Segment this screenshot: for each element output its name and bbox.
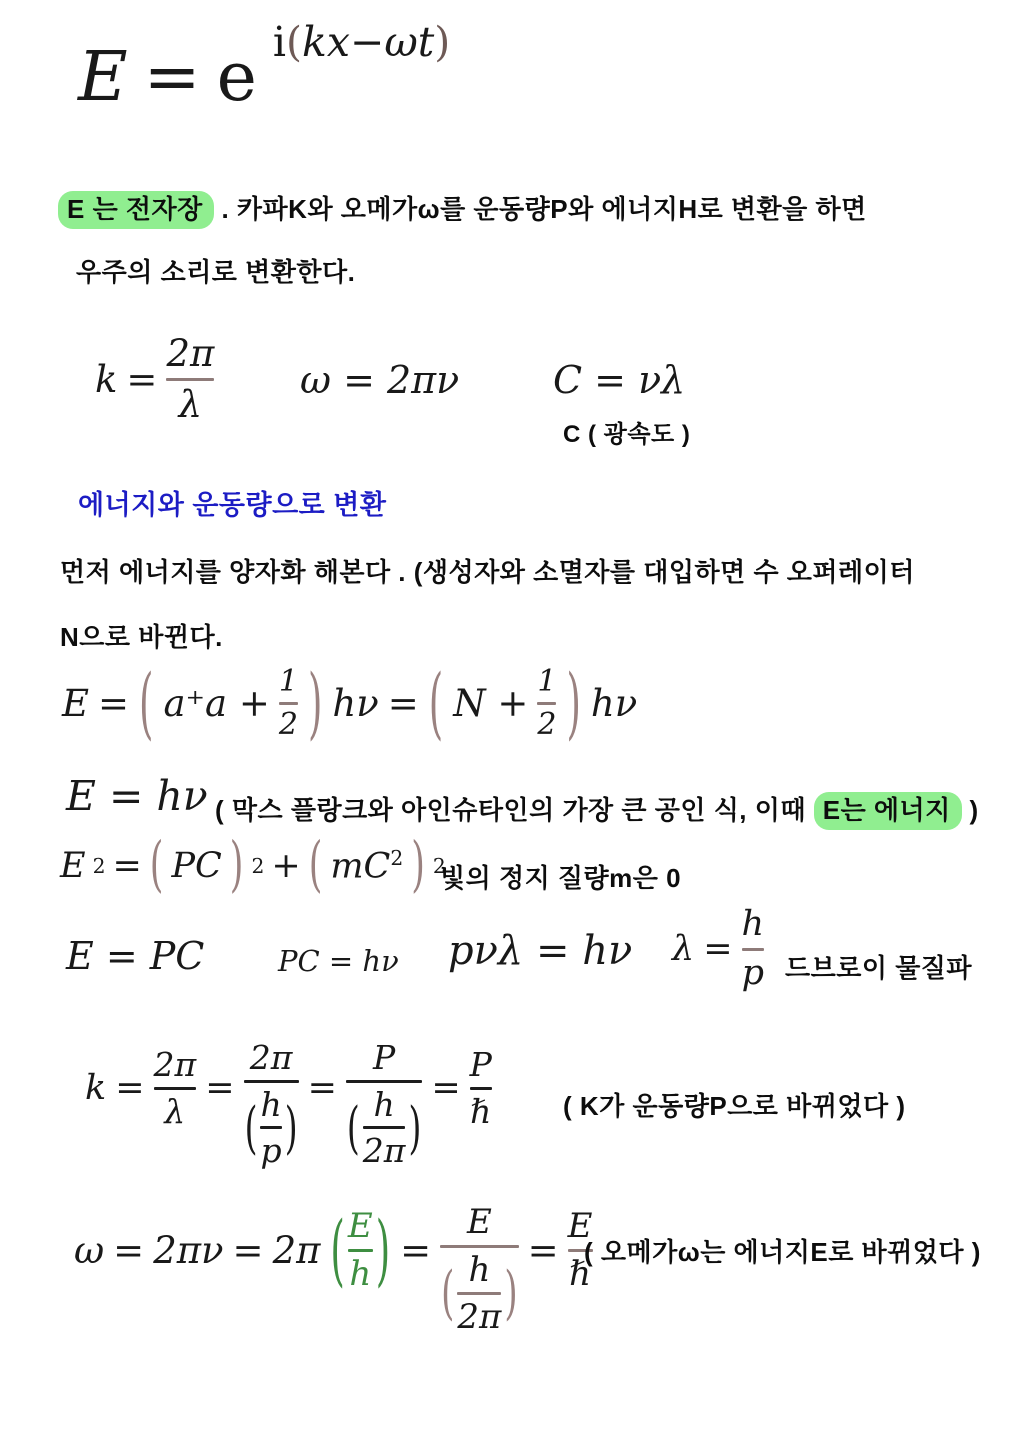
fraction-bar	[537, 702, 556, 705]
close-paren-icon: )	[229, 832, 244, 901]
equals-sign: =	[400, 1228, 432, 1272]
de-broglie-wavelength-equation	[672, 906, 764, 993]
lambda-symbol: λ	[672, 929, 695, 970]
exponential-base: e	[216, 38, 257, 117]
energy-symbol: E	[60, 846, 86, 887]
equals-sign: =	[112, 846, 142, 887]
energy-symbol: E	[62, 682, 90, 726]
fraction-2pi-lambda	[166, 334, 214, 425]
close-paren-icon: )	[408, 1094, 422, 1161]
denominator: λ	[164, 1091, 186, 1131]
ladder-operators: a⁺a +	[163, 682, 270, 726]
fraction-2pi-over-h-p	[244, 1040, 299, 1169]
angular-frequency-equation: ω = 2πν	[300, 358, 460, 402]
de-broglie-caption: 드브로이 물질파	[785, 953, 973, 983]
close-paren-icon: )	[434, 18, 451, 66]
numerator: h	[260, 1084, 282, 1124]
fraction-h-p	[260, 1084, 282, 1171]
fraction-h-2pi	[362, 1084, 406, 1171]
plus-sign: +	[271, 846, 301, 887]
fraction-bar	[348, 1249, 373, 1252]
fraction-p-over-h-2pi	[346, 1040, 422, 1169]
planck-einstein-formula: E = hν	[66, 772, 208, 820]
squared-exponent: 2	[251, 854, 265, 879]
highlight-e-energy: E는 에너지	[814, 792, 962, 830]
caption-text: ( 막스 플랑크와 아인슈타인의 가장 큰 공인 식, 이때	[215, 795, 806, 825]
denominator-group	[440, 1249, 519, 1338]
numerator: 2π	[249, 1038, 293, 1077]
fraction-bar	[363, 1126, 406, 1129]
equals-sign: =	[113, 1228, 145, 1272]
wavenumber-momentum-chain	[85, 1024, 492, 1171]
open-paren-icon: (	[346, 1094, 360, 1161]
open-paren-icon: (	[244, 1094, 258, 1161]
fraction-one-half	[537, 666, 556, 742]
fraction-h-p	[742, 906, 765, 993]
numerator: 2π	[153, 1045, 197, 1085]
light-speed-equation: C = νλ	[553, 358, 686, 402]
open-paren-icon: (	[139, 658, 154, 750]
caption-close: )	[969, 795, 979, 825]
fraction-bar	[260, 1126, 281, 1129]
open-paren-icon: (	[330, 1204, 345, 1296]
fraction-e-over-h-2pi	[440, 1204, 519, 1336]
quantize-line-2: N으로 바뀐다.	[60, 622, 223, 652]
pc-equals-hv: PC = hν	[278, 944, 399, 978]
close-paren-icon: )	[504, 1259, 518, 1328]
denominator-group	[346, 1084, 422, 1171]
close-paren-icon: )	[411, 832, 425, 901]
denominator: ℏ	[470, 1091, 492, 1131]
fraction-bar	[279, 702, 298, 705]
2pi-term: 2π	[272, 1228, 321, 1272]
numerator: E	[567, 1205, 593, 1246]
numerator: E	[466, 1202, 492, 1242]
denominator: 2	[278, 707, 298, 743]
mc2-term	[330, 846, 403, 887]
mc-part: mC	[330, 846, 391, 887]
fraction-bar	[166, 378, 214, 381]
denominator: ℏ	[569, 1253, 592, 1294]
intro-line-1	[58, 189, 867, 226]
fraction-bar	[742, 948, 765, 951]
fraction-bar	[440, 1245, 519, 1248]
pc-term: PC	[171, 846, 222, 887]
open-paren-icon: (	[286, 18, 302, 66]
fraction-bar	[346, 1080, 422, 1083]
fraction-h-2pi	[457, 1249, 502, 1338]
omega-energy-chain	[74, 1184, 593, 1338]
hv-term: hν	[332, 682, 379, 726]
pvlambda-equals-hv: pνλ = hν	[448, 928, 633, 974]
fraction-p-hbar	[470, 1047, 492, 1129]
k-momentum-caption: ( K가 운동량P으로 바뀌었다 )	[563, 1091, 906, 1121]
fraction-bar	[154, 1087, 197, 1090]
plane-wave-equation	[78, 18, 451, 117]
equals-sign: =	[232, 1228, 264, 1272]
denominator: 2	[537, 707, 557, 743]
equals-sign: =	[98, 682, 130, 726]
k-symbol: k	[85, 1068, 107, 1109]
field-symbol: E	[78, 38, 128, 117]
fraction-bar	[244, 1080, 299, 1083]
omega-symbol: ω	[74, 1228, 105, 1272]
equals-sign: =	[126, 357, 158, 401]
fraction-bar	[470, 1087, 492, 1090]
equals-sign: =	[205, 1068, 235, 1109]
imaginary-unit: i	[272, 18, 286, 66]
close-paren-icon: )	[307, 658, 323, 750]
phase-term: kx−ωt	[302, 18, 435, 66]
equals-sign: =	[307, 1068, 337, 1109]
equals-sign: =	[527, 1228, 559, 1272]
equals-sign: =	[387, 682, 419, 726]
e-equals-pc: E = PC	[66, 934, 205, 978]
green-paren-fraction	[329, 1204, 391, 1296]
exponent	[273, 18, 450, 66]
equals-sign: =	[431, 1068, 461, 1109]
numerator: h	[741, 904, 765, 944]
intro-line-1-text: . 카파K와 오메가ω를 운동량P와 에너지H로 변환을 하면	[213, 194, 867, 224]
rest-mass-caption: 빛의 정지 질량m은 0	[440, 863, 682, 893]
equals-sign: =	[115, 1068, 145, 1109]
2pinu-term: 2πν	[153, 1228, 224, 1272]
numerator: 1	[537, 664, 557, 699]
planck-einstein-caption	[215, 790, 979, 827]
close-paren-icon: )	[375, 1204, 391, 1296]
k-symbol: k	[95, 357, 118, 401]
numerator: 1	[278, 664, 298, 699]
highlight-e-field: E 는 전자장	[58, 191, 214, 229]
squared-exponent: 2	[390, 846, 404, 870]
equals-sign: =	[703, 929, 733, 970]
section-heading: 에너지와 운동량으로 변환	[78, 490, 387, 520]
fraction-2pi-lambda	[154, 1047, 197, 1129]
fraction-one-half	[279, 666, 298, 742]
open-paren-icon: (	[149, 832, 164, 901]
equals-sign: =	[143, 38, 201, 117]
denominator: 2π	[457, 1297, 502, 1338]
numerator: h	[468, 1249, 491, 1290]
intro-line-2: 우주의 소리로 변환한다.	[76, 257, 356, 287]
open-paren-icon: (	[308, 832, 323, 901]
light-speed-label: C ( 광속도 )	[563, 421, 691, 448]
number-operator: N +	[453, 682, 529, 726]
numerator: P	[469, 1045, 492, 1085]
denominator-group	[244, 1084, 299, 1171]
omega-energy-caption: ( 오메가ω는 에너지E로 바뀌었다 )	[584, 1237, 981, 1267]
denominator: λ	[178, 382, 203, 426]
hv-term: hν	[590, 682, 638, 726]
squared-exponent: 2	[432, 854, 446, 879]
fraction-bar	[457, 1292, 501, 1295]
wavenumber-equation	[95, 334, 214, 425]
squared-exponent: 2	[92, 854, 106, 879]
relativistic-energy-equation	[60, 832, 446, 901]
numerator: 2π	[166, 332, 215, 375]
denominator: h	[349, 1253, 372, 1294]
quantize-line-1: 먼저 에너지를 양자화 해본다 . (생성자와 소멸자를 대입하면 수 오퍼레이터	[60, 557, 915, 587]
close-paren-icon: )	[566, 658, 581, 750]
open-paren-icon: (	[441, 1259, 455, 1328]
denominator: p	[741, 952, 764, 993]
close-paren-icon: )	[284, 1094, 298, 1161]
denominator: 2π	[362, 1131, 406, 1171]
fraction-e-h	[347, 1205, 373, 1294]
numerator: E	[347, 1205, 373, 1246]
quantized-energy-equation	[62, 658, 638, 750]
numerator: h	[373, 1084, 395, 1124]
numerator: P	[373, 1038, 396, 1077]
open-paren-icon: (	[428, 658, 444, 750]
denominator: p	[260, 1131, 282, 1171]
